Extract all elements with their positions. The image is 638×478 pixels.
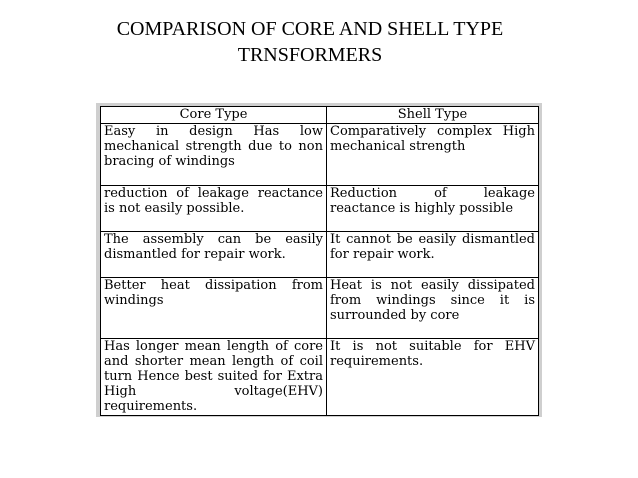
shell-cell: It is not suitable for EHV requirements. (327, 339, 539, 416)
core-cell: The assembly can be easily dismantled for repair work. (101, 232, 327, 278)
shell-cell: It cannot be easily dismantled for repair work. (327, 232, 539, 278)
header-core-type: Core Type (101, 107, 327, 124)
comparison-table-image (96, 103, 542, 417)
slide-title-line-1: COMPARISON OF CORE AND SHELL TYPE (116, 18, 504, 40)
core-cell: reduction of leakage reactance is not easily possible. (101, 186, 327, 232)
slide-title (60, 16, 560, 68)
table-row (101, 339, 539, 416)
core-cell: Better heat dissipation from windings (101, 278, 327, 339)
slide-title-line-2: TRNSFORMERS (237, 44, 383, 66)
table-row (101, 186, 539, 232)
core-cell: Has longer mean length of core and shorter mean length of coil turn Hence best suited for Extra High voltage(EHV) requirements. (101, 339, 327, 416)
core-cell: Easy in design Has low mechanical strength due to non bracing of windings (101, 124, 327, 186)
shell-cell: Heat is not easily dissipated from windings since it is surrounded by core (327, 278, 539, 339)
shell-cell: Comparatively complex High mechanical strength (327, 124, 539, 186)
table-row (101, 278, 539, 339)
table-row (101, 124, 539, 186)
table-row (101, 232, 539, 278)
header-shell-type: Shell Type (327, 107, 539, 124)
shell-cell: Reduction of leakage reactance is highly possible (327, 186, 539, 232)
comparison-table (100, 106, 539, 416)
table-header-row (101, 107, 539, 124)
